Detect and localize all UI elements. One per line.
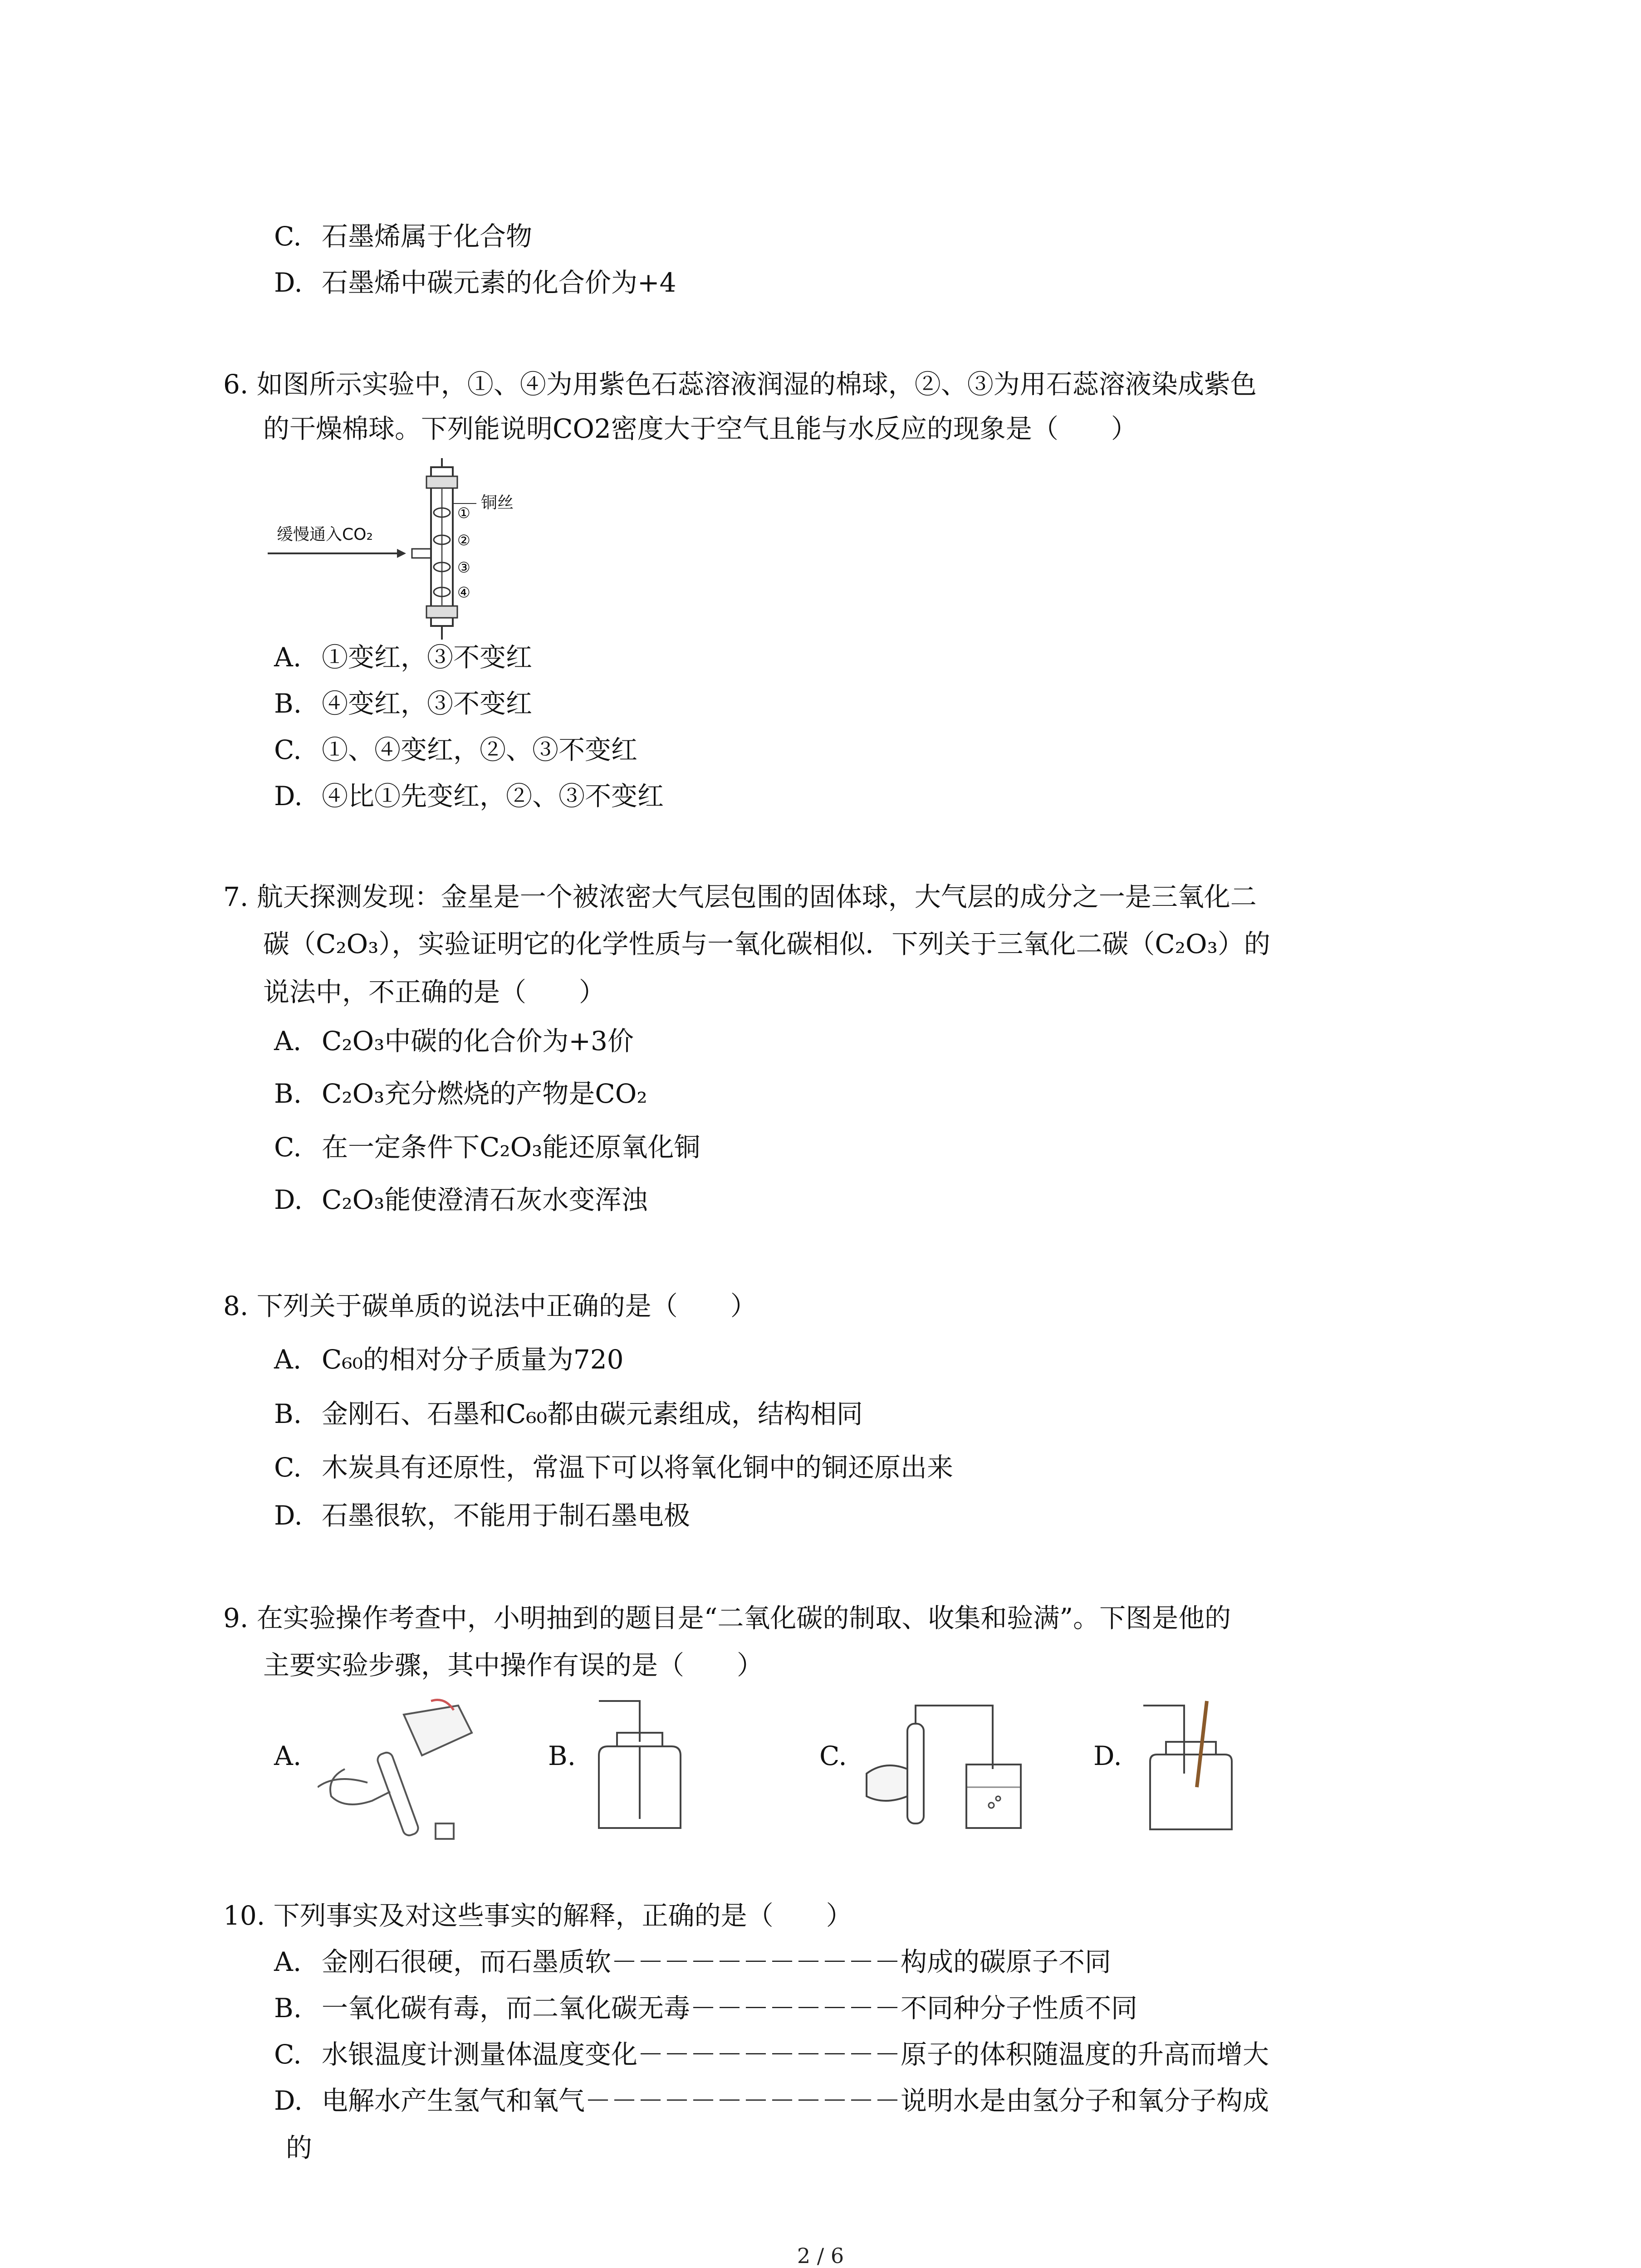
q9-stem-line2: 主要实验步骤，其中操作有误的是（ ） [263, 1650, 764, 1681]
option-text: 水银温度计测量体温度变化－－－－－－－－－－原子的体积随温度的升高而增大 [322, 2039, 1269, 2070]
q7-option-c [274, 1131, 700, 1163]
q9-figure-c [862, 1696, 1043, 1837]
option-label: B. [274, 1993, 302, 2024]
q9-figure-label-b: B. [548, 1740, 576, 1771]
q8-option-c [274, 1452, 953, 1483]
q10-stem: 10. 下列事实及对这些事实的解释，正确的是（ ） [223, 1900, 852, 1931]
q10-option-a [274, 1946, 1111, 1978]
option-label: D. [274, 2085, 303, 2116]
page-number: 2 / 6 [797, 2244, 844, 2268]
wire-label: 铜丝 [481, 494, 514, 512]
option-text: C₂O₃能使澄清石灰水变浑浊 [322, 1184, 648, 1215]
option-label: A. [274, 1344, 302, 1375]
q6-option-c [274, 734, 637, 766]
option-text: 一氧化碳有毒，而二氧化碳无毒－－－－－－－－不同种分子性质不同 [322, 1993, 1138, 2024]
option-text: 金刚石很硬，而石墨质软－－－－－－－－－－－构成的碳原子不同 [322, 1946, 1112, 1977]
q9-figure-label-d: D. [1093, 1740, 1122, 1771]
option-text: 石墨烯属于化合物 [322, 221, 533, 252]
q5-option-d [274, 267, 676, 298]
option-text: C₂O₃中碳的化合价为+3价 [322, 1026, 634, 1056]
option-text: 石墨烯中碳元素的化合价为+4 [322, 267, 676, 298]
q10-option-d-wrap: 的 [286, 2132, 313, 2163]
option-label: C. [274, 1452, 302, 1483]
option-text: 石墨很软，不能用于制石墨电极 [322, 1500, 691, 1531]
q8-option-a [274, 1344, 624, 1375]
q6-apparatus-figure [268, 458, 549, 640]
option-label: D. [274, 267, 303, 298]
marker-4: ④ [457, 584, 470, 601]
q9-figure-a [318, 1696, 481, 1851]
q9-stem-line1: 9. 在实验操作考查中，小明抽到的题目是“二氧化碳的制取、收集和验满”。下图是他的 [223, 1603, 1231, 1633]
q10-option-d [274, 2085, 1269, 2116]
q8-stem: 8. 下列关于碳单质的说法中正确的是（ ） [223, 1290, 757, 1321]
option-text: 金刚石、石墨和C₆₀都由碳元素组成，结构相同 [322, 1398, 863, 1429]
option-label: C. [274, 2039, 302, 2070]
option-text: C₂O₃充分燃烧的产物是CO₂ [322, 1078, 647, 1109]
option-label: A. [274, 1026, 302, 1056]
q6-option-a [274, 641, 532, 673]
q6-option-b [274, 688, 532, 719]
option-text: 木炭具有还原性，常温下可以将氧化铜中的铜还原出来 [322, 1452, 954, 1483]
option-label: C. [274, 734, 302, 765]
q5-option-c [274, 220, 532, 252]
marker-1: ① [457, 504, 470, 522]
inlet-label: 缓慢通入CO₂ [277, 525, 373, 544]
q7-stem-line1: 7. 航天探测发现：金星是一个被浓密大气层包围的固体球，大气层的成分之一是三氧化二 [223, 881, 1257, 912]
q7-stem-line2: 碳（C₂O₃），实验证明它的化学性质与一氧化碳相似．下列关于三氧化二碳（C₂O₃）的 [263, 929, 1270, 959]
option-text: ④变红，③不变红 [322, 688, 533, 719]
marker-3: ③ [457, 559, 470, 576]
option-text: ①变红，③不变红 [322, 642, 533, 673]
option-label: A. [274, 1946, 302, 1977]
option-text: 在一定条件下C₂O₃能还原氧化铜 [322, 1132, 700, 1163]
option-label: A. [274, 642, 302, 673]
q9-figure-b [590, 1696, 699, 1837]
option-label: B. [274, 1078, 302, 1109]
option-label: D. [274, 1500, 303, 1531]
option-text: 电解水产生氢气和氧气－－－－－－－－－－－－说明水是由氢分子和氧分子构成 [322, 2085, 1269, 2116]
q7-stem-line3: 说法中，不正确的是（ ） [263, 977, 606, 1007]
q9-figure-d [1139, 1696, 1257, 1837]
q6-stem-line1: 6. 如图所示实验中，①、④为用紫色石蕊溶液润湿的棉球，②、③为用石蕊溶液染成紫色 [223, 369, 1257, 400]
q8-option-d [274, 1500, 690, 1531]
q10-option-c [274, 2038, 1269, 2070]
option-text: ①、④变红，②、③不变红 [322, 734, 638, 765]
option-label: D. [274, 781, 303, 811]
marker-2: ② [457, 532, 470, 549]
q10-option-b [274, 1992, 1137, 2024]
q8-option-b [274, 1398, 863, 1430]
option-label: B. [274, 1398, 302, 1429]
q7-option-d [274, 1184, 647, 1216]
option-text: C₆₀的相对分子质量为720 [322, 1344, 624, 1375]
q6-stem-line2: 的干燥棉球。下列能说明CO2密度大于空气且能与水反应的现象是（ ） [263, 413, 1137, 444]
q6-option-d [274, 780, 664, 812]
q7-option-b [274, 1078, 647, 1110]
option-label: C. [274, 1132, 302, 1163]
q7-option-a [274, 1025, 634, 1057]
option-label: C. [274, 221, 302, 252]
q9-figure-label-c: C. [819, 1740, 847, 1771]
option-label: B. [274, 688, 302, 719]
q9-figure-label-a: A. [274, 1740, 302, 1771]
option-label: D. [274, 1184, 303, 1215]
option-text: ④比①先变红，②、③不变红 [322, 781, 664, 811]
